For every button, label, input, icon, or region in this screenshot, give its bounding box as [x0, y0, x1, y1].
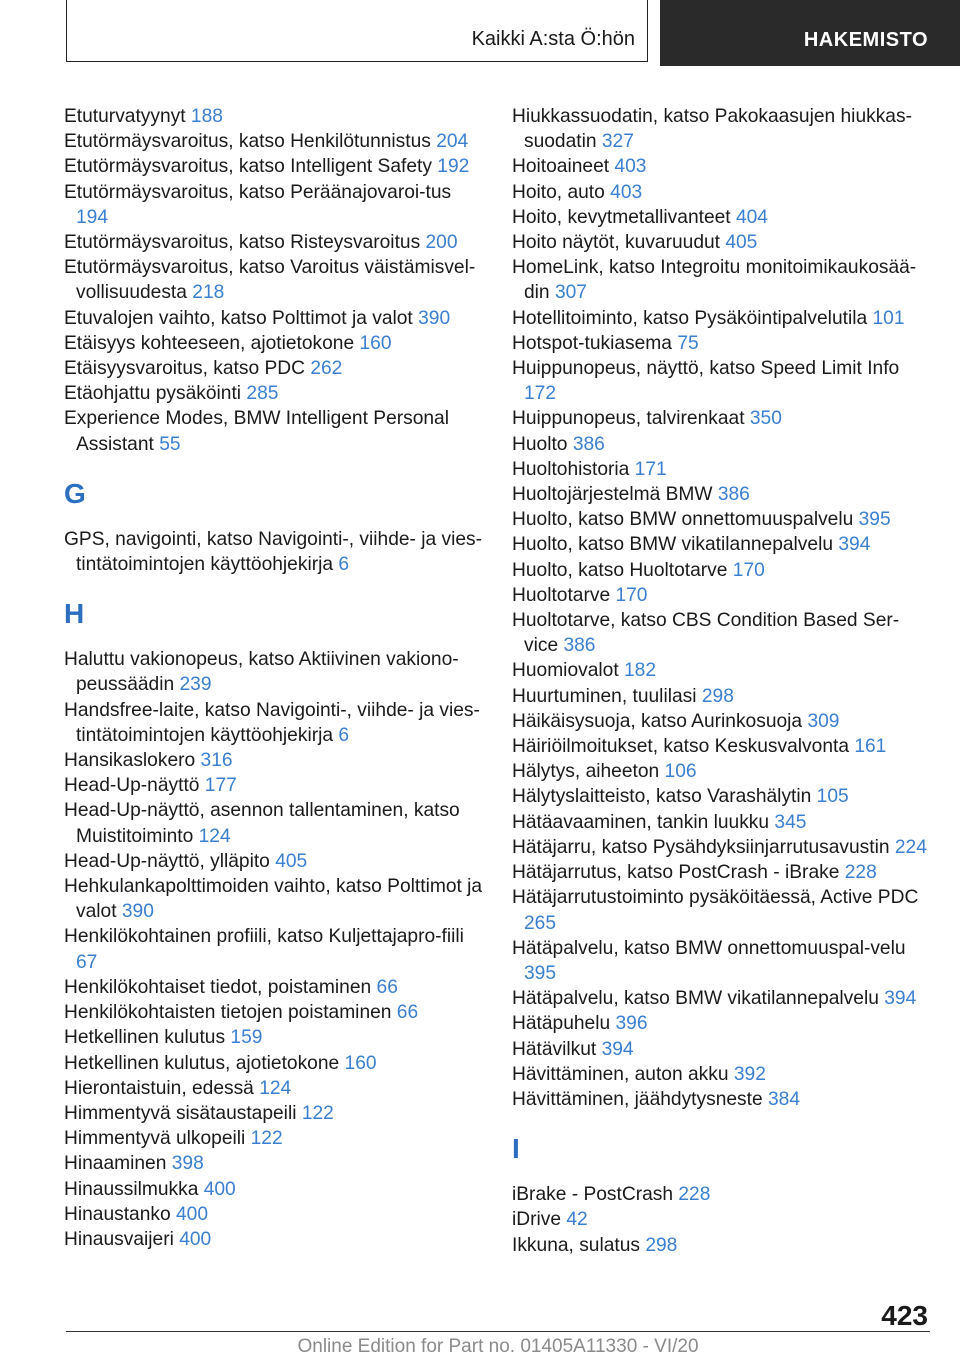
- index-entry-text: Etutörmäysvaroitus, katso Risteysvaroitus: [64, 232, 421, 254]
- index-page-link[interactable]: 400: [203, 1178, 236, 1200]
- index-entry: [512, 356, 932, 406]
- index-entry-text: Etuvalojen vaihto, katso Polttimot ja valot: [64, 307, 413, 329]
- index-entry: [512, 507, 932, 532]
- index-page-link[interactable]: 224: [894, 836, 927, 858]
- index-entry: [512, 1062, 932, 1087]
- index-entry: [512, 1207, 932, 1232]
- index-entry-text: Henkilökohtaisten tietojen poistaminen: [64, 1002, 392, 1024]
- index-entry-text: Etuturvatyynyt: [64, 106, 186, 127]
- footer-divider: [66, 1331, 930, 1332]
- index-entry: [512, 608, 932, 658]
- index-tab[interactable]: [660, 0, 960, 66]
- index-page-link[interactable]: 384: [767, 1088, 800, 1110]
- index-page-link[interactable]: 192: [437, 156, 470, 178]
- index-entry-text: Hehkulankapolttimoiden vaihto, katso Polttimot ja valot: [64, 876, 483, 923]
- index-entry: [64, 874, 484, 924]
- index-page-link[interactable]: 327: [601, 131, 634, 153]
- index-entry-text: Himmentyvä sisätaustapeili: [64, 1102, 297, 1124]
- index-page-link[interactable]: 386: [717, 484, 750, 506]
- index-entry: [64, 1101, 484, 1126]
- index-entry-text: Haluttu vakionopeus, katso Aktiivinen vakiono-peussäädin: [64, 649, 459, 696]
- index-entry-text: Etutörmäysvaroitus, katso Varoitus väistämisvel-vollisuudesta: [64, 257, 476, 304]
- index-page-link[interactable]: 390: [121, 901, 154, 923]
- index-entry-text: Häikäisysuoja, katso Aurinkosuoja: [512, 710, 803, 732]
- index-page-link[interactable]: 42: [566, 1209, 588, 1231]
- index-page-link[interactable]: 55: [159, 433, 181, 455]
- index-page-link[interactable]: 182: [624, 660, 657, 682]
- index-page-link[interactable]: 218: [192, 282, 225, 304]
- index-page-link[interactable]: 194: [76, 206, 109, 228]
- index-page-link[interactable]: 307: [554, 282, 587, 304]
- index-entry: [512, 1087, 932, 1112]
- index-page-link[interactable]: 395: [524, 962, 557, 984]
- index-entry: [64, 1126, 484, 1151]
- index-entry-text: Huoltohistoria: [512, 458, 630, 480]
- index-page-link[interactable]: 66: [376, 976, 398, 998]
- index-page-link[interactable]: 398: [171, 1153, 204, 1175]
- index-entry-text: Huurtuminen, tuulilasi: [512, 685, 697, 707]
- index-entry-text: Handsfree-laite, katso Navigointi-, viihde- ja vies-tintätoimintojen käyttöohjekirja: [64, 699, 480, 746]
- index-entry-text: Häiriöilmoitukset, katso Keskusvalvonta: [512, 736, 849, 758]
- index-entry-text: Huolto: [512, 433, 568, 455]
- index-entry-text: Huolto, katso Huoltotarve: [512, 559, 728, 581]
- index-entry-text: Hätäpalvelu, katso BMW vikatilannepalvelu: [512, 988, 879, 1010]
- index-letter-heading: H: [64, 598, 85, 630]
- index-entry-text: Hätäpalvelu, katso BMW onnettomuuspal-velu: [512, 937, 906, 959]
- index-page-link[interactable]: 392: [733, 1063, 766, 1085]
- index-entry: [512, 1011, 932, 1036]
- index-entry: [512, 759, 932, 784]
- index-entry-text: GPS, navigointi, katso Navigointi-, viihde- ja vies-tintätoimintojen käyttöohjekirja: [64, 528, 483, 576]
- index-entry: [512, 583, 932, 608]
- index-entry: [512, 205, 932, 230]
- index-entry: [64, 381, 484, 406]
- index-entry: [64, 748, 484, 773]
- index-entry-text: Etutörmäysvaroitus, katso Intelligent Safety: [64, 156, 432, 178]
- index-entry: [512, 885, 932, 935]
- index-page-link[interactable]: 101: [872, 307, 905, 329]
- index-entry: [64, 1151, 484, 1176]
- index-page-link[interactable]: 160: [359, 332, 392, 354]
- index-page-link[interactable]: 67: [76, 951, 98, 973]
- index-entry: [64, 924, 484, 974]
- index-entry-text: Hävittäminen, jäähdytysneste: [512, 1088, 763, 1110]
- index-page-link[interactable]: 200: [425, 232, 458, 254]
- index-entry-text: Hetkellinen kulutus, ajotietokone: [64, 1052, 340, 1074]
- index-entry: [64, 356, 484, 381]
- index-entry-text: Hätäjarrutustoiminto pysäköitäessä, Active PDC: [512, 887, 919, 909]
- index-page-link[interactable]: 170: [615, 584, 648, 606]
- index-entry-text: Hoitoaineet: [512, 156, 610, 178]
- index-page-link[interactable]: 396: [615, 1013, 648, 1035]
- index-entry-text: Hätäjarrutus, katso PostCrash - iBrake: [512, 862, 840, 884]
- index-entry-text: Hätäavaaminen, tankin luukku: [512, 811, 770, 833]
- index-entry: [64, 1076, 484, 1101]
- index-entry: [512, 936, 932, 986]
- index-page-link[interactable]: 345: [774, 811, 807, 833]
- index-page-link[interactable]: 285: [246, 383, 279, 405]
- index-page-link[interactable]: 316: [200, 750, 233, 772]
- index-entry-text: Huolto, katso BMW onnettomuuspalvelu: [512, 509, 854, 531]
- index-page-link[interactable]: 394: [884, 988, 917, 1010]
- index-page-link[interactable]: 161: [854, 736, 887, 758]
- index-page-link[interactable]: 400: [179, 1228, 212, 1250]
- index-entry: [64, 255, 484, 305]
- index-entry-text: Head-Up-näyttö, asennon tallentaminen, katso Muistitoiminto: [64, 800, 460, 847]
- index-page-link[interactable]: 386: [563, 635, 596, 657]
- index-entry: [512, 1233, 932, 1258]
- index-entry: [64, 331, 484, 356]
- index-page-link[interactable]: 228: [844, 862, 877, 884]
- index-page-link[interactable]: 386: [572, 433, 605, 455]
- index-entry-text: Hätäpuhelu: [512, 1013, 611, 1035]
- index-entry: [64, 647, 484, 697]
- index-entry: [512, 835, 932, 860]
- index-entry: [64, 698, 484, 748]
- index-entry-text: Hävittäminen, auton akku: [512, 1063, 729, 1085]
- index-entry-text: Hansikaslokero: [64, 750, 196, 772]
- index-entry: [64, 773, 484, 798]
- index-page-link[interactable]: 106: [664, 761, 697, 783]
- index-tab-label: HAKEMISTO: [803, 29, 928, 51]
- index-entry-text: Hinaaminen: [64, 1153, 167, 1175]
- index-page-link[interactable]: 124: [259, 1077, 292, 1099]
- index-entry-text: Hoito näytöt, kuvaruudut: [512, 232, 720, 254]
- index-entry-text: Etutörmäysvaroitus, katso Henkilötunnistus: [64, 131, 431, 153]
- index-entry: [512, 684, 932, 709]
- index-entry: [512, 1037, 932, 1062]
- index-page-link[interactable]: 403: [614, 156, 647, 178]
- index-page-link[interactable]: 390: [418, 307, 451, 329]
- index-entry-text: Henkilökohtaiset tiedot, poistaminen: [64, 976, 372, 998]
- index-entry: [64, 104, 484, 129]
- index-entry: [64, 1227, 484, 1252]
- index-letter-heading: G: [64, 477, 86, 509]
- index-entry: [64, 306, 484, 331]
- index-entry-text: HomeLink, katso Integroitu monitoimikaukosää-din: [512, 257, 917, 304]
- index-page-link[interactable]: 6: [338, 554, 350, 576]
- index-page-link[interactable]: 395: [858, 509, 891, 531]
- index-page-link[interactable]: 172: [524, 383, 557, 405]
- index-entry-text: Etäisyysvaroitus, katso PDC: [64, 358, 305, 380]
- index-entry: [64, 230, 484, 255]
- index-entry-text: Huoltotarve: [512, 584, 611, 606]
- index-entry-text: Head-Up-näyttö, ylläpito: [64, 850, 270, 872]
- index-column-right: [512, 104, 932, 1258]
- index-page-link[interactable]: 239: [179, 674, 212, 696]
- index-entry: [512, 482, 932, 507]
- index-page-link[interactable]: 204: [436, 131, 469, 153]
- index-entry-text: Huippunopeus, talvirenkaat: [512, 408, 745, 430]
- index-entry: [64, 180, 484, 230]
- index-entry: [512, 154, 932, 179]
- index-page-link[interactable]: 66: [396, 1002, 419, 1024]
- index-page-link[interactable]: 405: [725, 232, 758, 254]
- index-entry: [512, 306, 932, 331]
- index-entry-text: Huolto, katso BMW vikatilannepalvelu: [512, 534, 834, 556]
- index-entry: [512, 658, 932, 683]
- index-entry-text: Hinaustanko: [64, 1203, 171, 1225]
- index-entry: [64, 527, 484, 577]
- index-entry: [64, 849, 484, 874]
- index-page-link[interactable]: 122: [250, 1128, 283, 1150]
- index-page-link[interactable]: 75: [677, 332, 699, 354]
- index-entry: [64, 1000, 484, 1025]
- index-page-link[interactable]: 265: [524, 912, 557, 934]
- index-page-link[interactable]: 262: [310, 358, 343, 380]
- index-entry-text: Himmentyvä ulkopeili: [64, 1128, 246, 1150]
- index-entry-text: Hinausvaijeri: [64, 1228, 174, 1250]
- index-entry-text: Huoltojärjestelmä BMW: [512, 484, 713, 506]
- index-column-left: [64, 104, 484, 1252]
- index-page-link[interactable]: 228: [678, 1184, 711, 1206]
- index-page-link[interactable]: 6: [338, 724, 350, 746]
- index-entry-text: Hierontaistuin, edessä: [64, 1077, 254, 1099]
- index-entry: [512, 331, 932, 356]
- index-page-link[interactable]: 400: [176, 1203, 209, 1225]
- index-entry: [64, 975, 484, 1000]
- index-entry: [512, 784, 932, 809]
- index-entry: [64, 129, 484, 154]
- index-entry-text: Etäisyys kohteeseen, ajotietokone: [64, 332, 355, 354]
- index-page-link[interactable]: 122: [301, 1102, 334, 1124]
- index-page-link[interactable]: 170: [732, 559, 765, 581]
- index-page-link[interactable]: 394: [838, 534, 871, 556]
- index-page-link[interactable]: 403: [610, 181, 643, 203]
- index-letter-heading: I: [512, 1133, 520, 1165]
- index-entry: [64, 798, 484, 848]
- section-title: Kaikki A:sta Ö:hön: [471, 28, 635, 50]
- index-page-link[interactable]: 124: [198, 825, 231, 847]
- index-entry-text: Hinaussilmukka: [64, 1178, 199, 1200]
- index-page-link[interactable]: 159: [230, 1027, 263, 1049]
- index-page-link[interactable]: 177: [204, 775, 237, 797]
- index-entry: [512, 734, 932, 759]
- index-page-link[interactable]: 394: [601, 1038, 634, 1060]
- index-entry: [512, 230, 932, 255]
- index-page-link[interactable]: 188: [190, 106, 223, 127]
- index-entry: [512, 558, 932, 583]
- index-entry: [64, 1202, 484, 1227]
- index-entry: [64, 406, 484, 456]
- index-page-link[interactable]: 309: [807, 710, 840, 732]
- index-entry: [512, 104, 932, 154]
- section-tab: [66, 0, 648, 62]
- index-entry-text: Head-Up-näyttö: [64, 775, 200, 797]
- index-page-link[interactable]: 171: [634, 458, 667, 480]
- index-entry: [512, 180, 932, 205]
- index-entry-text: Experience Modes, BMW Intelligent Personal Assistant: [64, 408, 449, 455]
- index-entry: [512, 986, 932, 1011]
- index-entry-text: Hotspot-tukiasema: [512, 332, 672, 354]
- index-entry: [64, 154, 484, 179]
- index-page-link[interactable]: 160: [344, 1052, 377, 1074]
- index-entry-text: Huomiovalot: [512, 660, 619, 682]
- index-page-link[interactable]: 350: [749, 408, 782, 430]
- index-entry-text: Hätävilkut: [512, 1038, 597, 1060]
- index-entry: [64, 1025, 484, 1050]
- index-entry-text: Hälytyslaitteisto, katso Varashälytin: [512, 786, 812, 808]
- index-entry-text: Hätäjarru, katso Pysähdyksiinjarrutusavustin: [512, 836, 890, 858]
- index-entry-text: Etutörmäysvaroitus, katso Peräänajovaroi-tus: [64, 181, 452, 203]
- index-entry-text: iDrive: [512, 1209, 562, 1231]
- index-page-link[interactable]: 298: [701, 685, 734, 707]
- index-entry: [512, 860, 932, 885]
- index-entry: [512, 709, 932, 734]
- index-entry-text: Hetkellinen kulutus: [64, 1027, 226, 1049]
- index-entry-text: Etäohjattu pysäköinti: [64, 383, 242, 405]
- index-entry-text: iBrake - PostCrash: [512, 1184, 674, 1206]
- index-entry: [64, 1177, 484, 1202]
- page-header: [0, 0, 960, 66]
- index-entry-text: Hiukkassuodatin, katso Pakokaasujen hiukkas-suodatin: [512, 106, 912, 153]
- index-entry: [512, 406, 932, 431]
- index-page-link[interactable]: 404: [735, 206, 768, 228]
- index-entry-text: Hoito, auto: [512, 181, 605, 203]
- index-entry-text: Hotellitoiminto, katso Pysäköintipalvelutila: [512, 307, 868, 329]
- index-page-link[interactable]: 105: [816, 786, 849, 808]
- footer-edition: Online Edition for Part no. 01405A11330 - VI/20: [297, 1336, 699, 1357]
- index-entry-text: Henkilökohtainen profiili, katso Kuljettajapro-fiili: [64, 926, 464, 948]
- index-entry: [512, 457, 932, 482]
- index-entry: [512, 1182, 932, 1207]
- index-entry: [512, 432, 932, 457]
- index-entry-text: Huoltotarve, katso CBS Condition Based Ser-vice: [512, 610, 900, 657]
- index-entry: [64, 1051, 484, 1076]
- page-number: 423: [881, 1300, 928, 1331]
- index-page-link[interactable]: 298: [645, 1234, 678, 1256]
- index-entry-text: Huippunopeus, näyttö, katso Speed Limit Info: [512, 358, 900, 380]
- index-entry: [512, 810, 932, 835]
- index-entry-text: Ikkuna, sulatus: [512, 1234, 640, 1256]
- index-entry-text: Hoito, kevytmetallivanteet: [512, 206, 731, 228]
- index-entry: [512, 532, 932, 557]
- index-entry-text: Hälytys, aiheeton: [512, 761, 660, 783]
- index-entry: [512, 255, 932, 305]
- index-page-link[interactable]: 405: [275, 850, 308, 872]
